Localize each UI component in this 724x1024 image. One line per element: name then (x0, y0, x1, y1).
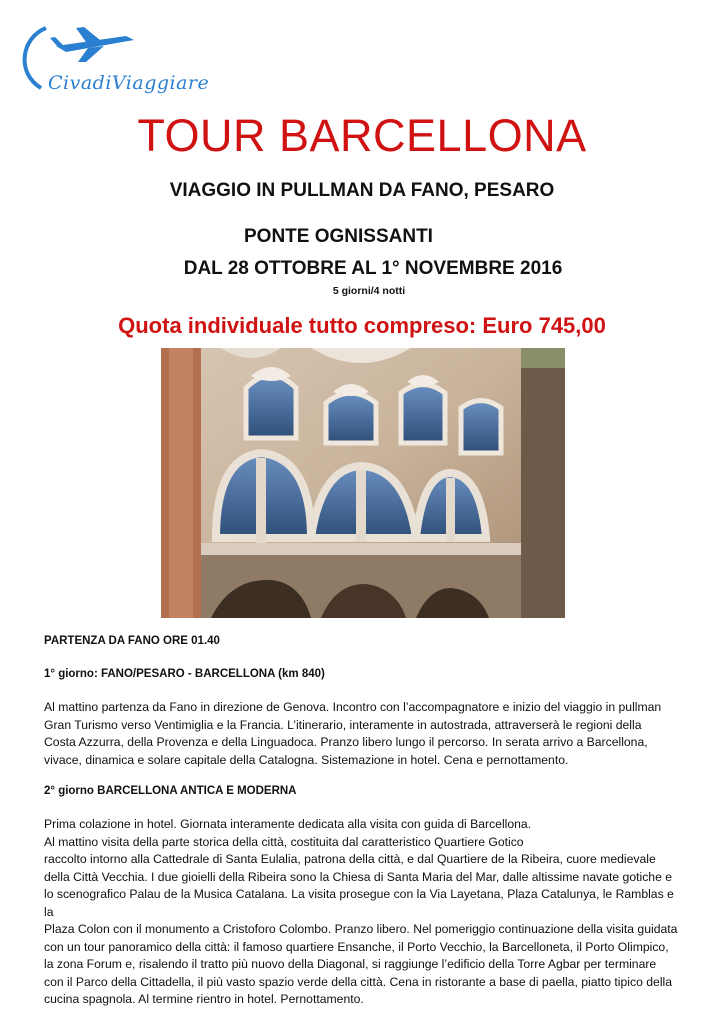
day2-line: la zona Forum e, risalendo il tratto più nuovo della Diagonal, si raggiunge l’edificio della Torre Agbar per terminare (44, 957, 657, 971)
day2-description (44, 816, 684, 1009)
day2-line: Plaza Colon con il monumento a Cristoforo Colombo. Pranzo libero. Nel pomeriggio continuazione della visita guidata (44, 922, 678, 936)
day2-line: lo scenografico Palau de la Musica Catalana. La visita prosegue con la Via Layetana, Plaza Catalunya, le Ramblas e la (44, 887, 674, 919)
day1-line: Al mattino partenza da Fano in direzione de Genova. Incontro con l’accompagnatore e inizio del viaggio in pullman (44, 700, 662, 714)
price: Quota individuale tutto compreso: Euro 745,00 (118, 313, 606, 338)
day2-line: raccolto intorno alla Cattedrale di Santa Eulalia, patrona della città, e dal Quartiere de la Ribeira, cuore medievale (44, 852, 656, 866)
logo-text: CivadiViaggiare (48, 72, 210, 94)
page-title: TOUR BARCELLONA (137, 110, 587, 161)
duration: 5 giorni/4 notti (332, 285, 406, 297)
casa-batllo-facade-photo (161, 348, 565, 618)
subtitle: VIAGGIO IN PULLMAN DA FANO, PESARO (169, 180, 555, 201)
logo (16, 18, 216, 98)
day1-line: vivace, dinamica e solare capitale della Catalogna. Sistemazione in hotel. Cena e pernottamento. (44, 752, 569, 767)
day2-title: 2° giorno BARCELLONA ANTICA E MODERNA (44, 785, 297, 797)
day1-line: Gran Turismo verso Ventimiglia e la Francia. L’itinerario, interamente in autostrada, attraverserà le regioni della (44, 717, 642, 732)
day1-description (44, 699, 684, 769)
day2-line: Prima colazione in hotel. Giornata interamente dedicata alla visita con guida di Barcellona. (44, 817, 532, 831)
day2-line: con il Parco della Cittadella, il più vasto spazio verde della città. Cena in ristorante a base di paella, piatto tipico della (44, 974, 673, 989)
day2-line: Al mattino visita della parte storica della città, costituita dal caratteristico Quartiere Gotico (44, 834, 524, 849)
departure-info: PARTENZA DA FANO ORE 01.40 (44, 635, 220, 647)
day1-title: 1° giorno: FANO/PESARO - BARCELLONA (km 840) (44, 668, 325, 680)
day1-line: Costa Azzurra, della Provenza e della Linguadoca. Pranzo libero lungo il percorso. In serata arrivo a Barcellona, (44, 735, 648, 749)
day2-line: cucina spagnola. Al termine rientro in hotel. Pernottamento. (44, 992, 364, 1006)
event-name: PONTE OGNISSANTI (244, 226, 433, 247)
event-dates: DAL 28 OTTOBRE AL 1° NOVEMBRE 2016 (183, 258, 563, 279)
day2-line: con un tour panoramico della città: il famoso quartiere Ensanche, il Porto Vecchio, la Barcelloneta, il Porto Olimpico, (44, 939, 669, 954)
day2-line: della Città Vecchia. I due gioielli della Ribeira sono la Chiesa di Santa Maria del Mar, dalle altissime navate gotiche e (44, 869, 673, 884)
